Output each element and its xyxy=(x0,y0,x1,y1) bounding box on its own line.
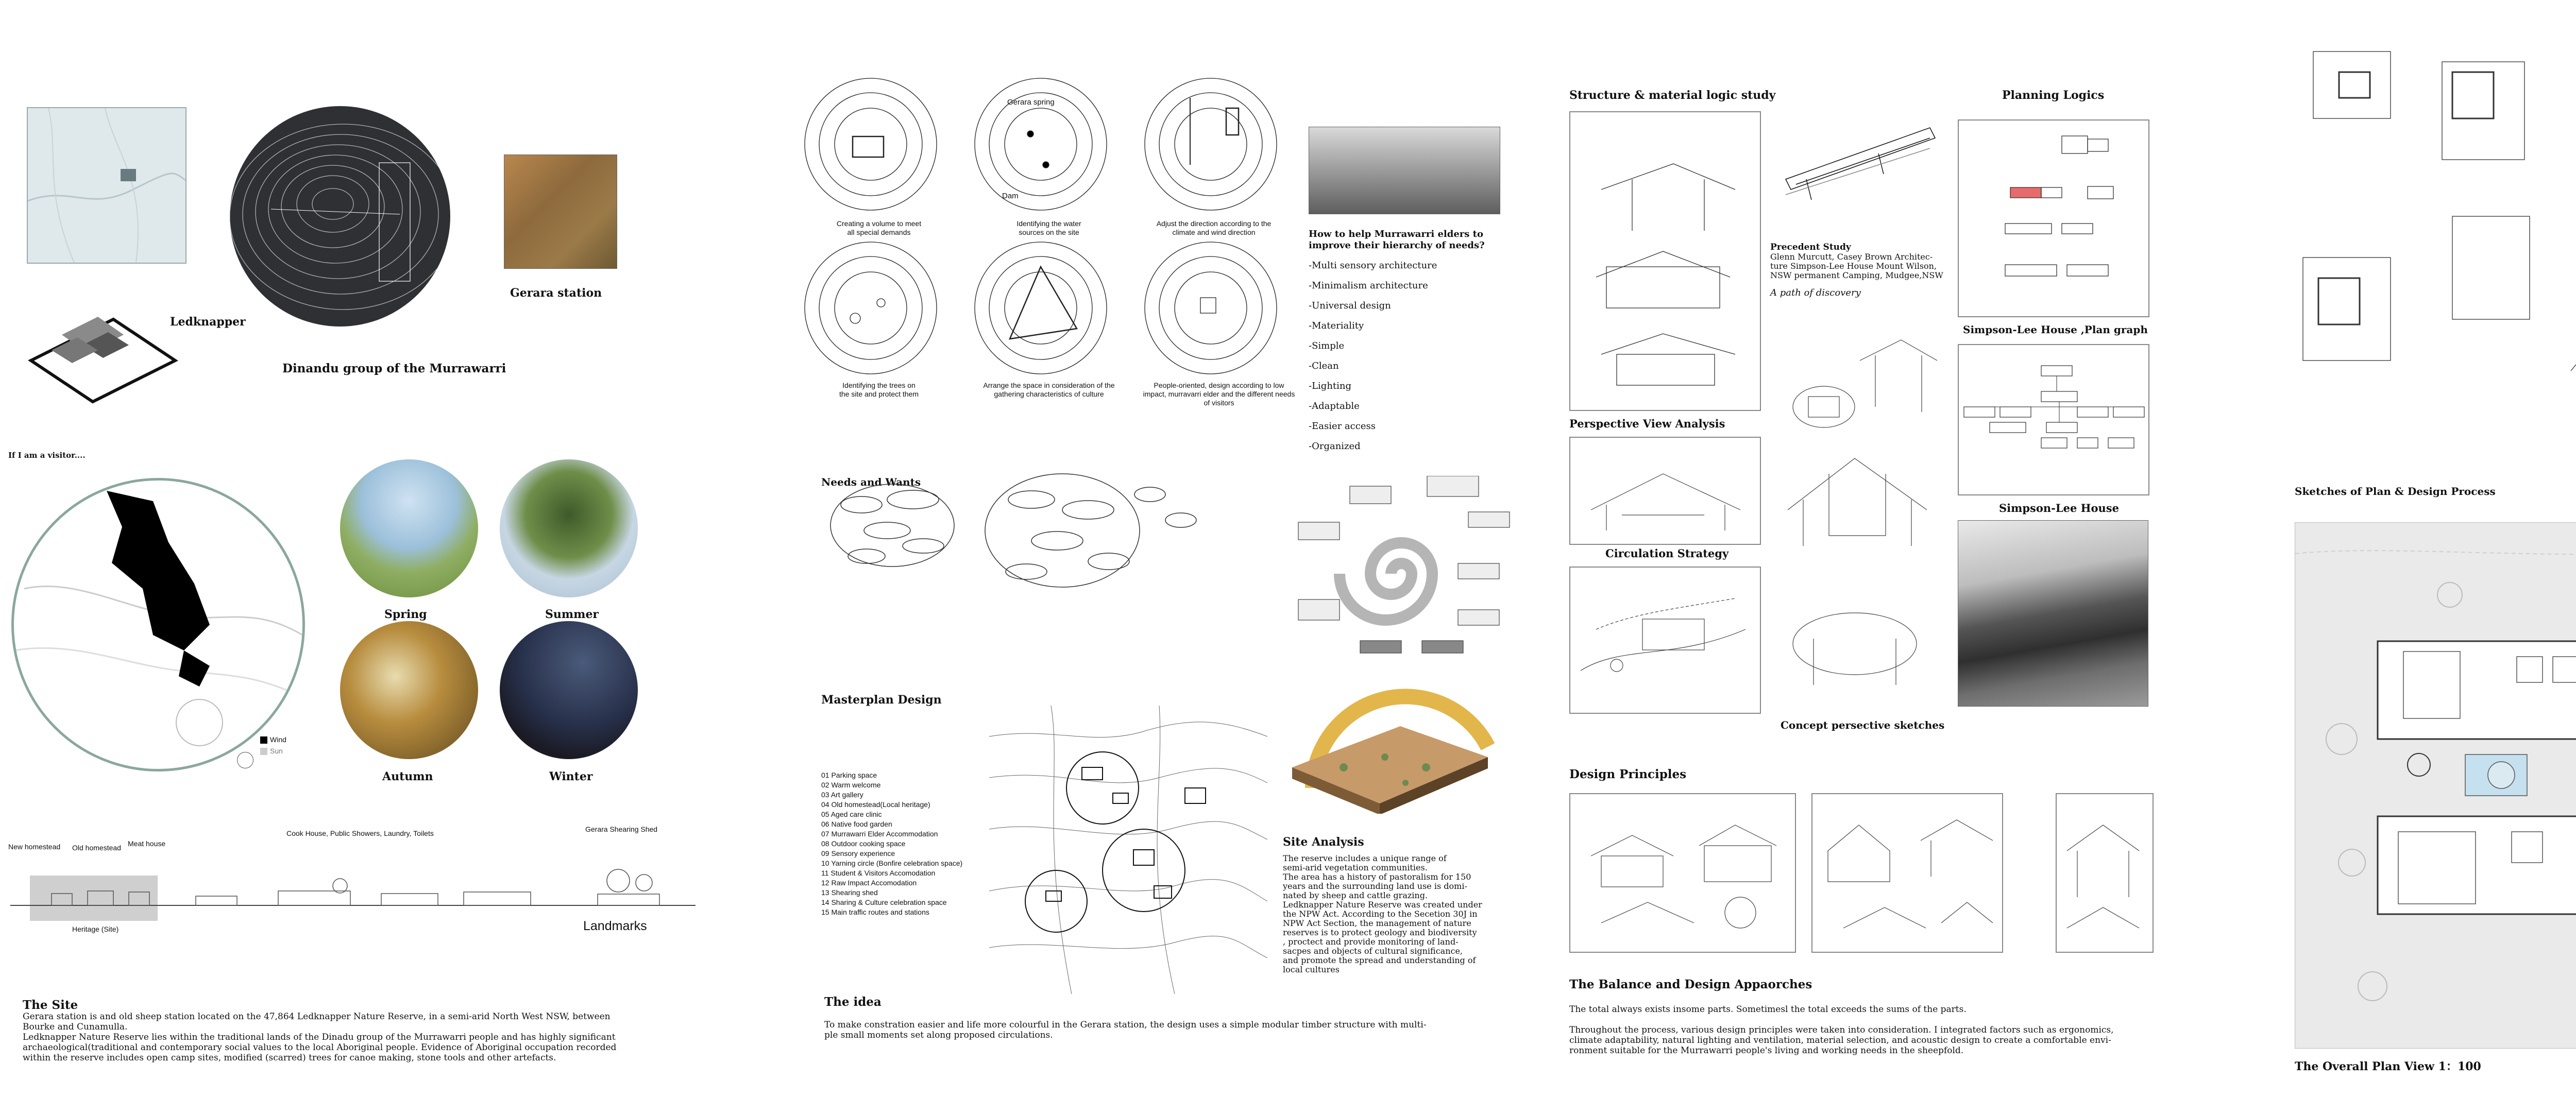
legend-sun-swatch xyxy=(260,748,267,755)
masterplan-item: 05 Aged care clinic xyxy=(821,810,882,818)
balance-title: The Balance and Design Appaorches xyxy=(1569,977,1812,991)
masterplan-item: 15 Main traffic routes and stations xyxy=(821,908,929,916)
needs-item: -Materiality xyxy=(1309,320,1364,331)
season-autumn-photo xyxy=(340,621,478,759)
diagram-caption-6: People-oriented, design according to low impact, murravarri elder and the different needs of visitors xyxy=(1143,381,1295,407)
masterplan-item: 07 Murrawarri Elder Accommodation xyxy=(821,830,938,838)
contour-circle xyxy=(230,106,450,327)
masterplan-list xyxy=(821,770,962,917)
circulation-title: Circulation Strategy xyxy=(1605,547,1729,560)
site-text-line: Gerara station is and old sheep station located on the 47,864 Ledknapper Nature Reserve, in a semi-arid North West NSW, between xyxy=(23,1011,611,1022)
precedent-sketch xyxy=(1775,117,1940,205)
site-text-line: Bourke and Cunamulla. xyxy=(23,1022,128,1032)
plan-title: The Overall Plan View 1：100 xyxy=(2295,1060,2481,1073)
balance-line: The total always exists insome parts. Sometimesl the total exceeds the sums of the parts. xyxy=(1569,1004,1967,1015)
label-visitor: If I am a visitor.... xyxy=(8,451,86,460)
season-summer-label: Summer xyxy=(545,608,599,621)
precedent-line: Glenn Murcutt, Casey Brown Architec- xyxy=(1770,252,1933,262)
masterplan-item: 09 Sensory experience xyxy=(821,849,895,857)
path-of-discovery: A path of discovery xyxy=(1770,287,1861,298)
needs-bubble-sketch xyxy=(820,453,1268,618)
site-text-line: within the reserve includes open camp sites, modified (scarred) trees for canoe making, stone tools and other artefacts. xyxy=(23,1053,556,1063)
perspective-box xyxy=(1569,437,1761,545)
needs-item: -Universal design xyxy=(1309,300,1391,311)
site-text-line: Ledknapper Nature Reserve lies within the traditional lands of the Dinadu group of the Murrawarri people and has highly significant xyxy=(23,1032,616,1042)
label-new-homestead: New homestead xyxy=(8,843,61,851)
site-analysis-line: years and the surrounding land use is domi- xyxy=(1283,881,1467,891)
masterplan-item: 01 Parking space xyxy=(821,771,877,779)
idea-text-line: To make constration easier and life more colourful in the Gerara station, the design uses a simple modular timber structure with multi- xyxy=(824,1020,1427,1030)
site-analysis-line: sacpes and objects of cultural significance, xyxy=(1283,946,1463,956)
planning-box xyxy=(1958,119,2149,317)
site-analysis-line: The area has a history of pastoralism for 150 xyxy=(1283,872,1471,882)
diagram-caption-4: Identifying the trees on the site and protect them xyxy=(839,381,919,398)
precedent-title: Precedent Study xyxy=(1770,242,1851,252)
site-analysis-line: nated by sheep and cattle grazing. xyxy=(1283,890,1428,900)
masterplan-item: 12 Raw Impact Accomodation xyxy=(821,879,917,887)
structure-box xyxy=(1569,111,1761,411)
needs-item: -Easier access xyxy=(1309,421,1376,432)
site-plan-circle xyxy=(11,478,305,771)
legend-wind-swatch xyxy=(260,736,267,744)
label-gerara-station: Gerara station xyxy=(510,286,602,300)
balance-line: ronment suitable for the Murrawarri people's living and working needs in the sheepfold. xyxy=(1569,1045,1964,1056)
site-title: The Site xyxy=(23,998,78,1012)
site-analysis-line: and promote the spread and understanding of xyxy=(1283,955,1476,965)
masterplan-title: Masterplan Design xyxy=(821,693,942,707)
site-analysis-title: Site Analysis xyxy=(1283,835,1364,849)
principle-box-2 xyxy=(1811,793,2003,953)
six-diagrams-bottom xyxy=(804,241,1288,390)
site-analysis-line: The reserve includes a unique range of xyxy=(1283,853,1447,863)
masterplan-item: 08 Outdoor cooking space xyxy=(821,839,906,848)
balance-line: Throughout the process, various design principles were taken into consideration. I integrated factors such as ergonomics, xyxy=(1569,1025,2114,1035)
idea-text-line: ple small moments set along proposed circulations. xyxy=(824,1030,1053,1040)
label-dam: Dam xyxy=(1002,192,1019,200)
site-analysis-line: the NPW Act. According to the Secetion 30J in xyxy=(1283,909,1478,919)
site-analysis-text xyxy=(1283,854,1499,974)
diagram-caption-2: Identifying the water sources on the site xyxy=(1016,219,1081,236)
label-heritage: Heritage (Site) xyxy=(72,925,119,933)
sketches-title: Sketches of Plan & Design Process xyxy=(2295,485,2496,498)
season-winter-photo xyxy=(500,621,638,759)
legend-sun-label: Sun xyxy=(270,747,283,755)
diagram-caption-5: Arrange the space in consideration of the gathering characteristics of culture xyxy=(983,381,1115,398)
idea-title: The idea xyxy=(824,995,882,1009)
site-analysis-line: semi-arid vegetation communities. xyxy=(1283,863,1428,872)
needs-item: -Multi sensory architecture xyxy=(1309,260,1437,271)
gerara-photo xyxy=(504,155,617,269)
masterplan-item: 04 Old homestead(Local heritage) xyxy=(821,800,930,809)
masterplan-item: 06 Native food garden xyxy=(821,820,892,828)
masterplan-item: 02 Warm welcome xyxy=(821,781,881,789)
label-ledknapper: Ledknapper xyxy=(170,315,246,329)
label-gerara-spring: Gerara spring xyxy=(1007,98,1055,107)
site-analysis-line: Ledknapper Nature Reserve was created under xyxy=(1283,900,1482,910)
label-shearing-shed: Gerara Shearing Shed xyxy=(585,825,658,833)
balance-line xyxy=(1569,1015,2162,1025)
plan-graph-title: Simpson-Lee House ,Plan graph xyxy=(1963,323,2148,336)
season-spring-photo xyxy=(340,459,478,597)
masterplan-item: 13 Shearing shed xyxy=(821,888,878,897)
season-winter-label: Winter xyxy=(549,770,593,783)
principle-box-3 xyxy=(2056,793,2154,953)
diagram-caption-3: Adjust the direction according to the climate and wind direction xyxy=(1156,219,1272,236)
label-meat-house: Meat house xyxy=(128,839,166,848)
site-text xyxy=(23,1011,692,1063)
needs-item: -Organized xyxy=(1309,441,1361,452)
needs-item: -Minimalism architecture xyxy=(1309,280,1428,291)
needs-item: -Adaptable xyxy=(1309,401,1360,411)
needs-question: How to help Murrawarri elders to improve their hierarchy of needs? xyxy=(1309,229,1485,251)
balance-text xyxy=(1569,1004,2162,1056)
masterplan-item: 11 Student & Visitors Accomodation xyxy=(821,869,936,877)
precedent-text xyxy=(1770,252,1943,280)
masterplan-item: 03 Art gallery xyxy=(821,791,863,799)
site-analysis-line: reserves is to protect geology and biodiversity xyxy=(1283,928,1477,937)
overall-plan xyxy=(2295,522,2576,1049)
circulation-box xyxy=(1569,567,1761,714)
elders-photo xyxy=(1309,127,1500,214)
concept-title: Concept persective sketches xyxy=(1781,719,1945,731)
needs-wants-title: Needs and Wants xyxy=(821,476,921,488)
masterplan-item: 14 Sharing & Culture celebration space xyxy=(821,898,947,906)
concept-sketches xyxy=(1772,304,1942,700)
season-summer-photo xyxy=(500,459,638,597)
principles-title: Design Principles xyxy=(1569,767,1687,781)
label-old-homestead: Old homestead xyxy=(72,844,121,852)
site-analysis-line: local cultures xyxy=(1283,965,1340,974)
enngonia-map xyxy=(27,107,187,264)
simpson-title: Simpson-Lee House xyxy=(1999,502,2119,514)
needs-list xyxy=(1309,255,1437,456)
needs-item: -Simple xyxy=(1309,340,1345,351)
label-cook-house: Cook House, Public Showers, Laundry, Toilets xyxy=(286,829,434,837)
masterplan-item: 10 Yarning circle (Bonfire celebration space) xyxy=(821,859,963,867)
perspective-title: Perspective View Analysis xyxy=(1569,417,1725,430)
balance-line: climate adaptability, natural lighting and ventilation, material selection, and acoustic design to create a comfortable envi- xyxy=(1569,1035,2111,1045)
precedent-line: ture Simpson-Lee House Mount Wilson, xyxy=(1770,261,1937,271)
label-landmarks: Landmarks xyxy=(583,919,647,933)
legend-wind-label: Wind xyxy=(270,735,286,744)
simpson-photo xyxy=(1958,520,2148,707)
site-analysis-line: NPW Act Section, the management of nature xyxy=(1283,918,1471,928)
site-analysis-line: , proctect and provide monitoring of land- xyxy=(1283,937,1459,947)
compass-icon xyxy=(237,752,253,768)
structure-title: Structure & material logic study xyxy=(1569,89,1776,102)
idea-text xyxy=(824,1020,1494,1040)
principle-box-1 xyxy=(1569,793,1796,953)
hierarchy-spiral xyxy=(1293,476,1515,661)
masterplan-drawing xyxy=(989,706,1267,994)
plan-graph-box xyxy=(1958,344,2149,495)
season-autumn-label: Autumn xyxy=(382,770,433,783)
site-text-line: archaeological(traditional and contemporary social values to the local Aboriginal people. Evidence of Aboriginal occupation recorded xyxy=(23,1042,617,1053)
diagram-caption-1: Creating a volume to meet all special demands xyxy=(836,219,922,236)
precedent-line: NSW permanent Camping, Mudgee,NSW xyxy=(1770,270,1943,280)
site-3d-model xyxy=(1282,680,1498,814)
needs-item: -Clean xyxy=(1309,361,1339,371)
season-spring-label: Spring xyxy=(384,608,427,621)
map-lines xyxy=(28,108,185,263)
site-section-drawing xyxy=(10,845,701,917)
label-dinandu: Dinandu group of the Murrawarri xyxy=(282,362,506,375)
needs-item: -Lighting xyxy=(1309,381,1352,391)
satellite-stack xyxy=(21,288,175,402)
planning-title: Planning Logics xyxy=(2002,89,2105,102)
design-sketches xyxy=(2277,21,2576,474)
